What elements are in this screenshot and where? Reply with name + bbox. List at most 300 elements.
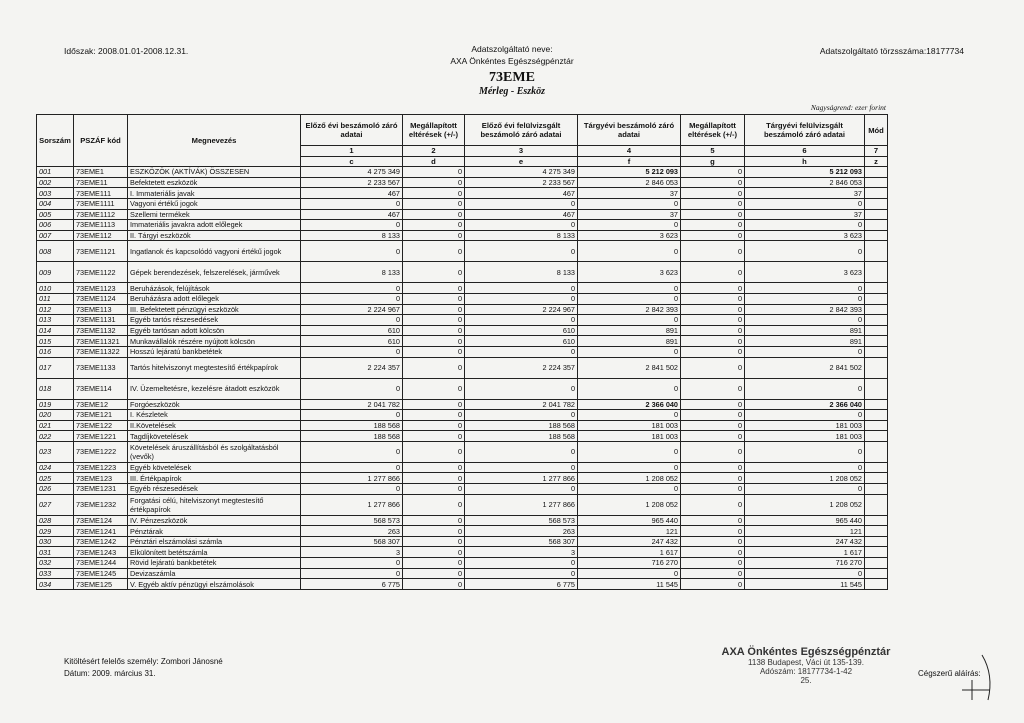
row-value: 0 <box>403 462 465 473</box>
row-value: 121 <box>745 526 865 537</box>
row-code: 73EME1122 <box>74 262 128 283</box>
row-value: 0 <box>403 378 465 399</box>
row-value: 0 <box>681 293 745 304</box>
row-value: 0 <box>403 293 465 304</box>
row-number: 019 <box>37 399 74 410</box>
row-value: 0 <box>681 547 745 558</box>
row-value: 37 <box>578 209 681 220</box>
row-value: 0 <box>403 241 465 262</box>
row-value: 0 <box>681 536 745 547</box>
col-letter: f <box>578 156 681 167</box>
row-value: 610 <box>465 325 578 336</box>
row-label: I. Immateriális javak <box>128 188 301 199</box>
table-row <box>37 188 888 199</box>
row-value: 0 <box>745 410 865 421</box>
table-row <box>37 579 888 590</box>
row-value: 1 617 <box>578 547 681 558</box>
row-value: 0 <box>403 473 465 484</box>
row-value: 1 277 866 <box>465 473 578 484</box>
row-value: 0 <box>301 378 403 399</box>
row-value: 0 <box>403 188 465 199</box>
row-value: 0 <box>403 304 465 315</box>
table-row <box>37 167 888 178</box>
row-value: 2 041 782 <box>301 399 403 410</box>
row-value: 1 277 866 <box>301 473 403 484</box>
row-mod <box>865 209 888 220</box>
col-letter: g <box>681 156 745 167</box>
row-value: 8 133 <box>301 262 403 283</box>
row-mod <box>865 410 888 421</box>
row-value: 0 <box>403 547 465 558</box>
col-megnevezes: Megnevezés <box>128 115 301 167</box>
row-code: 73EME1133 <box>74 357 128 378</box>
row-number: 014 <box>37 325 74 336</box>
row-value: 247 432 <box>578 536 681 547</box>
row-number: 026 <box>37 484 74 495</box>
row-number: 032 <box>37 558 74 569</box>
form-subtitle: Mérleg - Eszköz <box>478 86 546 97</box>
row-number: 021 <box>37 420 74 431</box>
row-label: Egyéb követelések <box>128 462 301 473</box>
row-mod <box>865 315 888 326</box>
table-row <box>37 304 888 315</box>
table-row <box>37 536 888 547</box>
row-value: 2 224 357 <box>465 357 578 378</box>
row-code: 73EME111 <box>74 188 128 199</box>
row-number: 010 <box>37 283 74 294</box>
row-value: 891 <box>578 336 681 347</box>
row-code: 73EME1223 <box>74 462 128 473</box>
row-value: 0 <box>465 346 578 357</box>
row-value: 0 <box>578 410 681 421</box>
row-value: 3 <box>465 547 578 558</box>
row-value: 2 224 967 <box>465 304 578 315</box>
row-value: 891 <box>745 325 865 336</box>
row-value: 0 <box>403 346 465 357</box>
row-value: 4 275 349 <box>301 167 403 178</box>
row-code: 73EME1132 <box>74 325 128 336</box>
row-mod <box>865 325 888 336</box>
row-code: 73EME1112 <box>74 209 128 220</box>
table-row <box>37 515 888 526</box>
col-prev-audited: Előző évi felülvizsgált beszámoló záró adatai <box>465 115 578 146</box>
row-value: 0 <box>681 325 745 336</box>
table-row <box>37 420 888 431</box>
row-value: 0 <box>403 431 465 442</box>
row-value: 0 <box>745 198 865 209</box>
row-value: 0 <box>745 462 865 473</box>
table-row <box>37 473 888 484</box>
row-value: 0 <box>745 441 865 462</box>
row-value: 3 623 <box>745 230 865 241</box>
row-code: 73EME11322 <box>74 346 128 357</box>
table-row <box>37 325 888 336</box>
row-mod <box>865 568 888 579</box>
row-value: 0 <box>681 441 745 462</box>
row-value: 0 <box>681 209 745 220</box>
stamp-line-2: 1138 Budapest, Váci út 135-139. <box>748 658 864 667</box>
row-value: 568 307 <box>301 536 403 547</box>
row-value: 0 <box>465 315 578 326</box>
row-value: 0 <box>681 378 745 399</box>
report-date: Dátum: 2009. március 31. <box>64 669 156 678</box>
row-value: 0 <box>403 568 465 579</box>
row-number: 008 <box>37 241 74 262</box>
table-row <box>37 399 888 410</box>
table-row <box>37 198 888 209</box>
table-row <box>37 558 888 569</box>
row-value: 0 <box>745 346 865 357</box>
row-value: 0 <box>681 484 745 495</box>
table-row <box>37 431 888 442</box>
row-value: 0 <box>301 462 403 473</box>
row-value: 121 <box>578 526 681 537</box>
row-value: 0 <box>681 558 745 569</box>
row-value: 188 568 <box>301 420 403 431</box>
row-value: 1 208 052 <box>745 494 865 515</box>
row-value: 0 <box>403 198 465 209</box>
row-label: Pénztári elszámolási számla <box>128 536 301 547</box>
row-label: Rövid lejáratú bankbetétek <box>128 558 301 569</box>
row-value: 0 <box>465 220 578 231</box>
stamp-line-1: AXA Önkéntes Egészségpénztár <box>721 646 891 658</box>
row-value: 0 <box>403 494 465 515</box>
row-code: 73EME114 <box>74 378 128 399</box>
table-row <box>37 494 888 515</box>
row-label: Munkavállalók részére nyújtott kölcsön <box>128 336 301 347</box>
row-code: 73EME12 <box>74 399 128 410</box>
row-value: 3 623 <box>578 262 681 283</box>
balance-sheet-table <box>36 114 888 590</box>
row-label: Tagdíjkövetelések <box>128 431 301 442</box>
row-mod <box>865 462 888 473</box>
row-mod <box>865 293 888 304</box>
row-value: 0 <box>578 283 681 294</box>
row-value: 891 <box>745 336 865 347</box>
row-value: 6 775 <box>465 579 578 590</box>
row-code: 73EME11321 <box>74 336 128 347</box>
row-value: 2 841 502 <box>578 357 681 378</box>
row-number: 030 <box>37 536 74 547</box>
row-mod <box>865 283 888 294</box>
table-row <box>37 315 888 326</box>
row-number: 007 <box>37 230 74 241</box>
row-code: 73EME1244 <box>74 558 128 569</box>
row-mod <box>865 357 888 378</box>
row-value: 0 <box>681 262 745 283</box>
row-mod <box>865 304 888 315</box>
row-code: 73EME125 <box>74 579 128 590</box>
row-mod <box>865 177 888 188</box>
row-label: Hosszú lejáratú bankbetétek <box>128 346 301 357</box>
table-row <box>37 410 888 421</box>
row-value: 2 846 053 <box>578 177 681 188</box>
row-value: 5 212 093 <box>578 167 681 178</box>
row-mod <box>865 547 888 558</box>
row-value: 263 <box>465 526 578 537</box>
row-value: 0 <box>465 293 578 304</box>
row-value: 0 <box>681 410 745 421</box>
row-value: 0 <box>403 315 465 326</box>
row-value: 467 <box>465 188 578 199</box>
row-mod <box>865 220 888 231</box>
company-stamp <box>706 646 906 685</box>
col-mod: Mód <box>865 115 888 146</box>
row-value: 263 <box>301 526 403 537</box>
row-value: 716 270 <box>745 558 865 569</box>
row-value: 0 <box>465 198 578 209</box>
table-row <box>37 568 888 579</box>
period: Időszak: 2008.01.01-2008.12.31. <box>64 46 189 56</box>
col-pszaf: PSZÁF kód <box>74 115 128 167</box>
row-value: 1 208 052 <box>745 473 865 484</box>
row-value: 0 <box>403 325 465 336</box>
row-number: 031 <box>37 547 74 558</box>
row-value: 0 <box>681 399 745 410</box>
row-code: 73EME1241 <box>74 526 128 537</box>
row-value: 0 <box>301 410 403 421</box>
row-value: 0 <box>578 220 681 231</box>
row-value: 965 440 <box>578 515 681 526</box>
row-number: 023 <box>37 441 74 462</box>
row-value: 0 <box>681 579 745 590</box>
row-mod <box>865 378 888 399</box>
row-mod <box>865 515 888 526</box>
row-value: 0 <box>745 293 865 304</box>
row-code: 73EME1221 <box>74 431 128 442</box>
row-value: 2 224 967 <box>301 304 403 315</box>
row-value: 0 <box>465 378 578 399</box>
row-value: 0 <box>745 220 865 231</box>
row-value: 467 <box>301 188 403 199</box>
row-value: 11 545 <box>578 579 681 590</box>
row-value: 3 623 <box>578 230 681 241</box>
row-value: 0 <box>301 293 403 304</box>
row-value: 568 307 <box>465 536 578 547</box>
row-label: Egyéb tartósan adott kölcsön <box>128 325 301 336</box>
row-code: 73EME1113 <box>74 220 128 231</box>
table-row <box>37 241 888 262</box>
row-number: 012 <box>37 304 74 315</box>
table-row <box>37 357 888 378</box>
row-value: 0 <box>745 484 865 495</box>
row-value: 0 <box>681 304 745 315</box>
row-code: 73EME122 <box>74 420 128 431</box>
row-label: IV. Üzemeltetésre, kezelésre átadott eszközök <box>128 378 301 399</box>
row-value: 0 <box>681 526 745 537</box>
col-number: 3 <box>465 146 578 157</box>
row-value: 0 <box>403 209 465 220</box>
row-code: 73EME113 <box>74 304 128 315</box>
row-value: 2 233 567 <box>465 177 578 188</box>
row-value: 0 <box>403 484 465 495</box>
row-value: 0 <box>301 241 403 262</box>
row-value: 181 003 <box>745 431 865 442</box>
row-value: 716 270 <box>578 558 681 569</box>
row-value: 0 <box>681 167 745 178</box>
row-label: IV. Pénzeszközök <box>128 515 301 526</box>
row-mod <box>865 558 888 569</box>
row-code: 73EME1131 <box>74 315 128 326</box>
col-number: 5 <box>681 146 745 157</box>
row-value: 0 <box>745 283 865 294</box>
row-value: 2 842 393 <box>745 304 865 315</box>
row-value: 0 <box>403 262 465 283</box>
col-number: 2 <box>403 146 465 157</box>
row-value: 2 846 053 <box>745 177 865 188</box>
row-value: 0 <box>681 198 745 209</box>
row-label: Forgatási célú, hitelviszonyt megtestesítő értékpapírok <box>128 494 301 515</box>
row-mod <box>865 346 888 357</box>
row-label: Befektetett eszközök <box>128 177 301 188</box>
row-value: 0 <box>403 515 465 526</box>
row-value: 0 <box>578 378 681 399</box>
row-value: 0 <box>681 568 745 579</box>
row-value: 0 <box>403 167 465 178</box>
row-code: 73EME1243 <box>74 547 128 558</box>
row-value: 2 366 040 <box>745 399 865 410</box>
row-value: 0 <box>403 230 465 241</box>
row-value: 6 775 <box>301 579 403 590</box>
row-value: 1 208 052 <box>578 494 681 515</box>
row-code: 73EME121 <box>74 410 128 421</box>
row-mod <box>865 167 888 178</box>
row-code: 73EME11 <box>74 177 128 188</box>
row-label: V. Egyéb aktív pénzügyi elszámolások <box>128 579 301 590</box>
row-value: 0 <box>578 441 681 462</box>
row-value: 0 <box>403 177 465 188</box>
row-label: Devizaszámla <box>128 568 301 579</box>
row-value: 0 <box>301 441 403 462</box>
row-label: Egyéb részesedések <box>128 484 301 495</box>
col-curr-report: Tárgyévi beszámoló záró adatai <box>578 115 681 146</box>
table-row <box>37 230 888 241</box>
signature-mark <box>960 650 1010 710</box>
col-prev-diff: Megállapított eltérések (+/-) <box>403 115 465 146</box>
row-value: 188 568 <box>301 431 403 442</box>
row-value: 2 041 782 <box>465 399 578 410</box>
col-letter: z <box>865 156 888 167</box>
row-label: Forgóeszközök <box>128 399 301 410</box>
row-value: 0 <box>745 378 865 399</box>
row-value: 610 <box>465 336 578 347</box>
row-value: 0 <box>465 441 578 462</box>
row-value: 965 440 <box>745 515 865 526</box>
col-curr-diff: Megállapított eltérések (+/-) <box>681 115 745 146</box>
row-value: 247 432 <box>745 536 865 547</box>
row-number: 009 <box>37 262 74 283</box>
row-number: 005 <box>37 209 74 220</box>
row-number: 002 <box>37 177 74 188</box>
row-code: 73EME1111 <box>74 198 128 209</box>
row-label: II.Követelések <box>128 420 301 431</box>
row-value: 188 568 <box>465 420 578 431</box>
table-row <box>37 262 888 283</box>
row-value: 0 <box>578 241 681 262</box>
col-number: 1 <box>301 146 403 157</box>
row-value: 0 <box>578 293 681 304</box>
row-value: 0 <box>681 346 745 357</box>
row-code: 73EME1245 <box>74 568 128 579</box>
row-value: 0 <box>578 568 681 579</box>
row-label: Gépek berendezések, felszerelések, járművek <box>128 262 301 283</box>
row-number: 017 <box>37 357 74 378</box>
row-value: 8 133 <box>465 230 578 241</box>
col-curr-audited: Tárgyévi felülvizsgált beszámoló záró adatai <box>745 115 865 146</box>
row-value: 467 <box>301 209 403 220</box>
row-value: 467 <box>465 209 578 220</box>
row-mod <box>865 536 888 547</box>
row-value: 37 <box>745 209 865 220</box>
col-number: 7 <box>865 146 888 157</box>
row-value: 0 <box>578 315 681 326</box>
row-value: 0 <box>578 346 681 357</box>
row-value: 0 <box>301 346 403 357</box>
row-code: 73EME1231 <box>74 484 128 495</box>
row-number: 004 <box>37 198 74 209</box>
row-mod <box>865 262 888 283</box>
row-mod <box>865 198 888 209</box>
row-value: 0 <box>681 431 745 442</box>
row-label: Beruházások, felújítások <box>128 283 301 294</box>
signature-label: Cégszerű aláírás: <box>918 669 981 678</box>
row-value: 37 <box>745 188 865 199</box>
table-row <box>37 209 888 220</box>
table-row <box>37 283 888 294</box>
row-mod <box>865 230 888 241</box>
row-value: 0 <box>681 241 745 262</box>
row-mod <box>865 188 888 199</box>
row-value: 0 <box>681 420 745 431</box>
row-value: 0 <box>301 315 403 326</box>
row-value: 8 133 <box>301 230 403 241</box>
table-row <box>37 526 888 537</box>
col-prev-report: Előző évi beszámoló záró adatai <box>301 115 403 146</box>
row-value: 568 573 <box>301 515 403 526</box>
table-row <box>37 346 888 357</box>
row-value: 0 <box>681 283 745 294</box>
row-value: 0 <box>681 462 745 473</box>
row-label: Egyéb tartós részesedések <box>128 315 301 326</box>
row-label: Pénztárak <box>128 526 301 537</box>
row-value: 0 <box>403 558 465 569</box>
row-value: 188 568 <box>465 431 578 442</box>
row-value: 2 841 502 <box>745 357 865 378</box>
row-value: 0 <box>301 484 403 495</box>
row-value: 0 <box>681 230 745 241</box>
row-value: 0 <box>403 357 465 378</box>
row-value: 0 <box>465 462 578 473</box>
row-value: 3 623 <box>745 262 865 283</box>
row-mod <box>865 336 888 347</box>
row-code: 73EME123 <box>74 473 128 484</box>
row-value: 0 <box>578 198 681 209</box>
row-value: 11 545 <box>745 579 865 590</box>
row-mod <box>865 441 888 462</box>
row-value: 0 <box>403 536 465 547</box>
col-letter: c <box>301 156 403 167</box>
row-value: 0 <box>403 336 465 347</box>
row-value: 0 <box>745 241 865 262</box>
col-number: 6 <box>745 146 865 157</box>
row-value: 37 <box>578 188 681 199</box>
row-label: Beruházásra adott előlegek <box>128 293 301 304</box>
row-value: 4 275 349 <box>465 167 578 178</box>
row-number: 022 <box>37 431 74 442</box>
row-value: 0 <box>403 410 465 421</box>
row-value: 0 <box>301 283 403 294</box>
row-value: 0 <box>465 568 578 579</box>
